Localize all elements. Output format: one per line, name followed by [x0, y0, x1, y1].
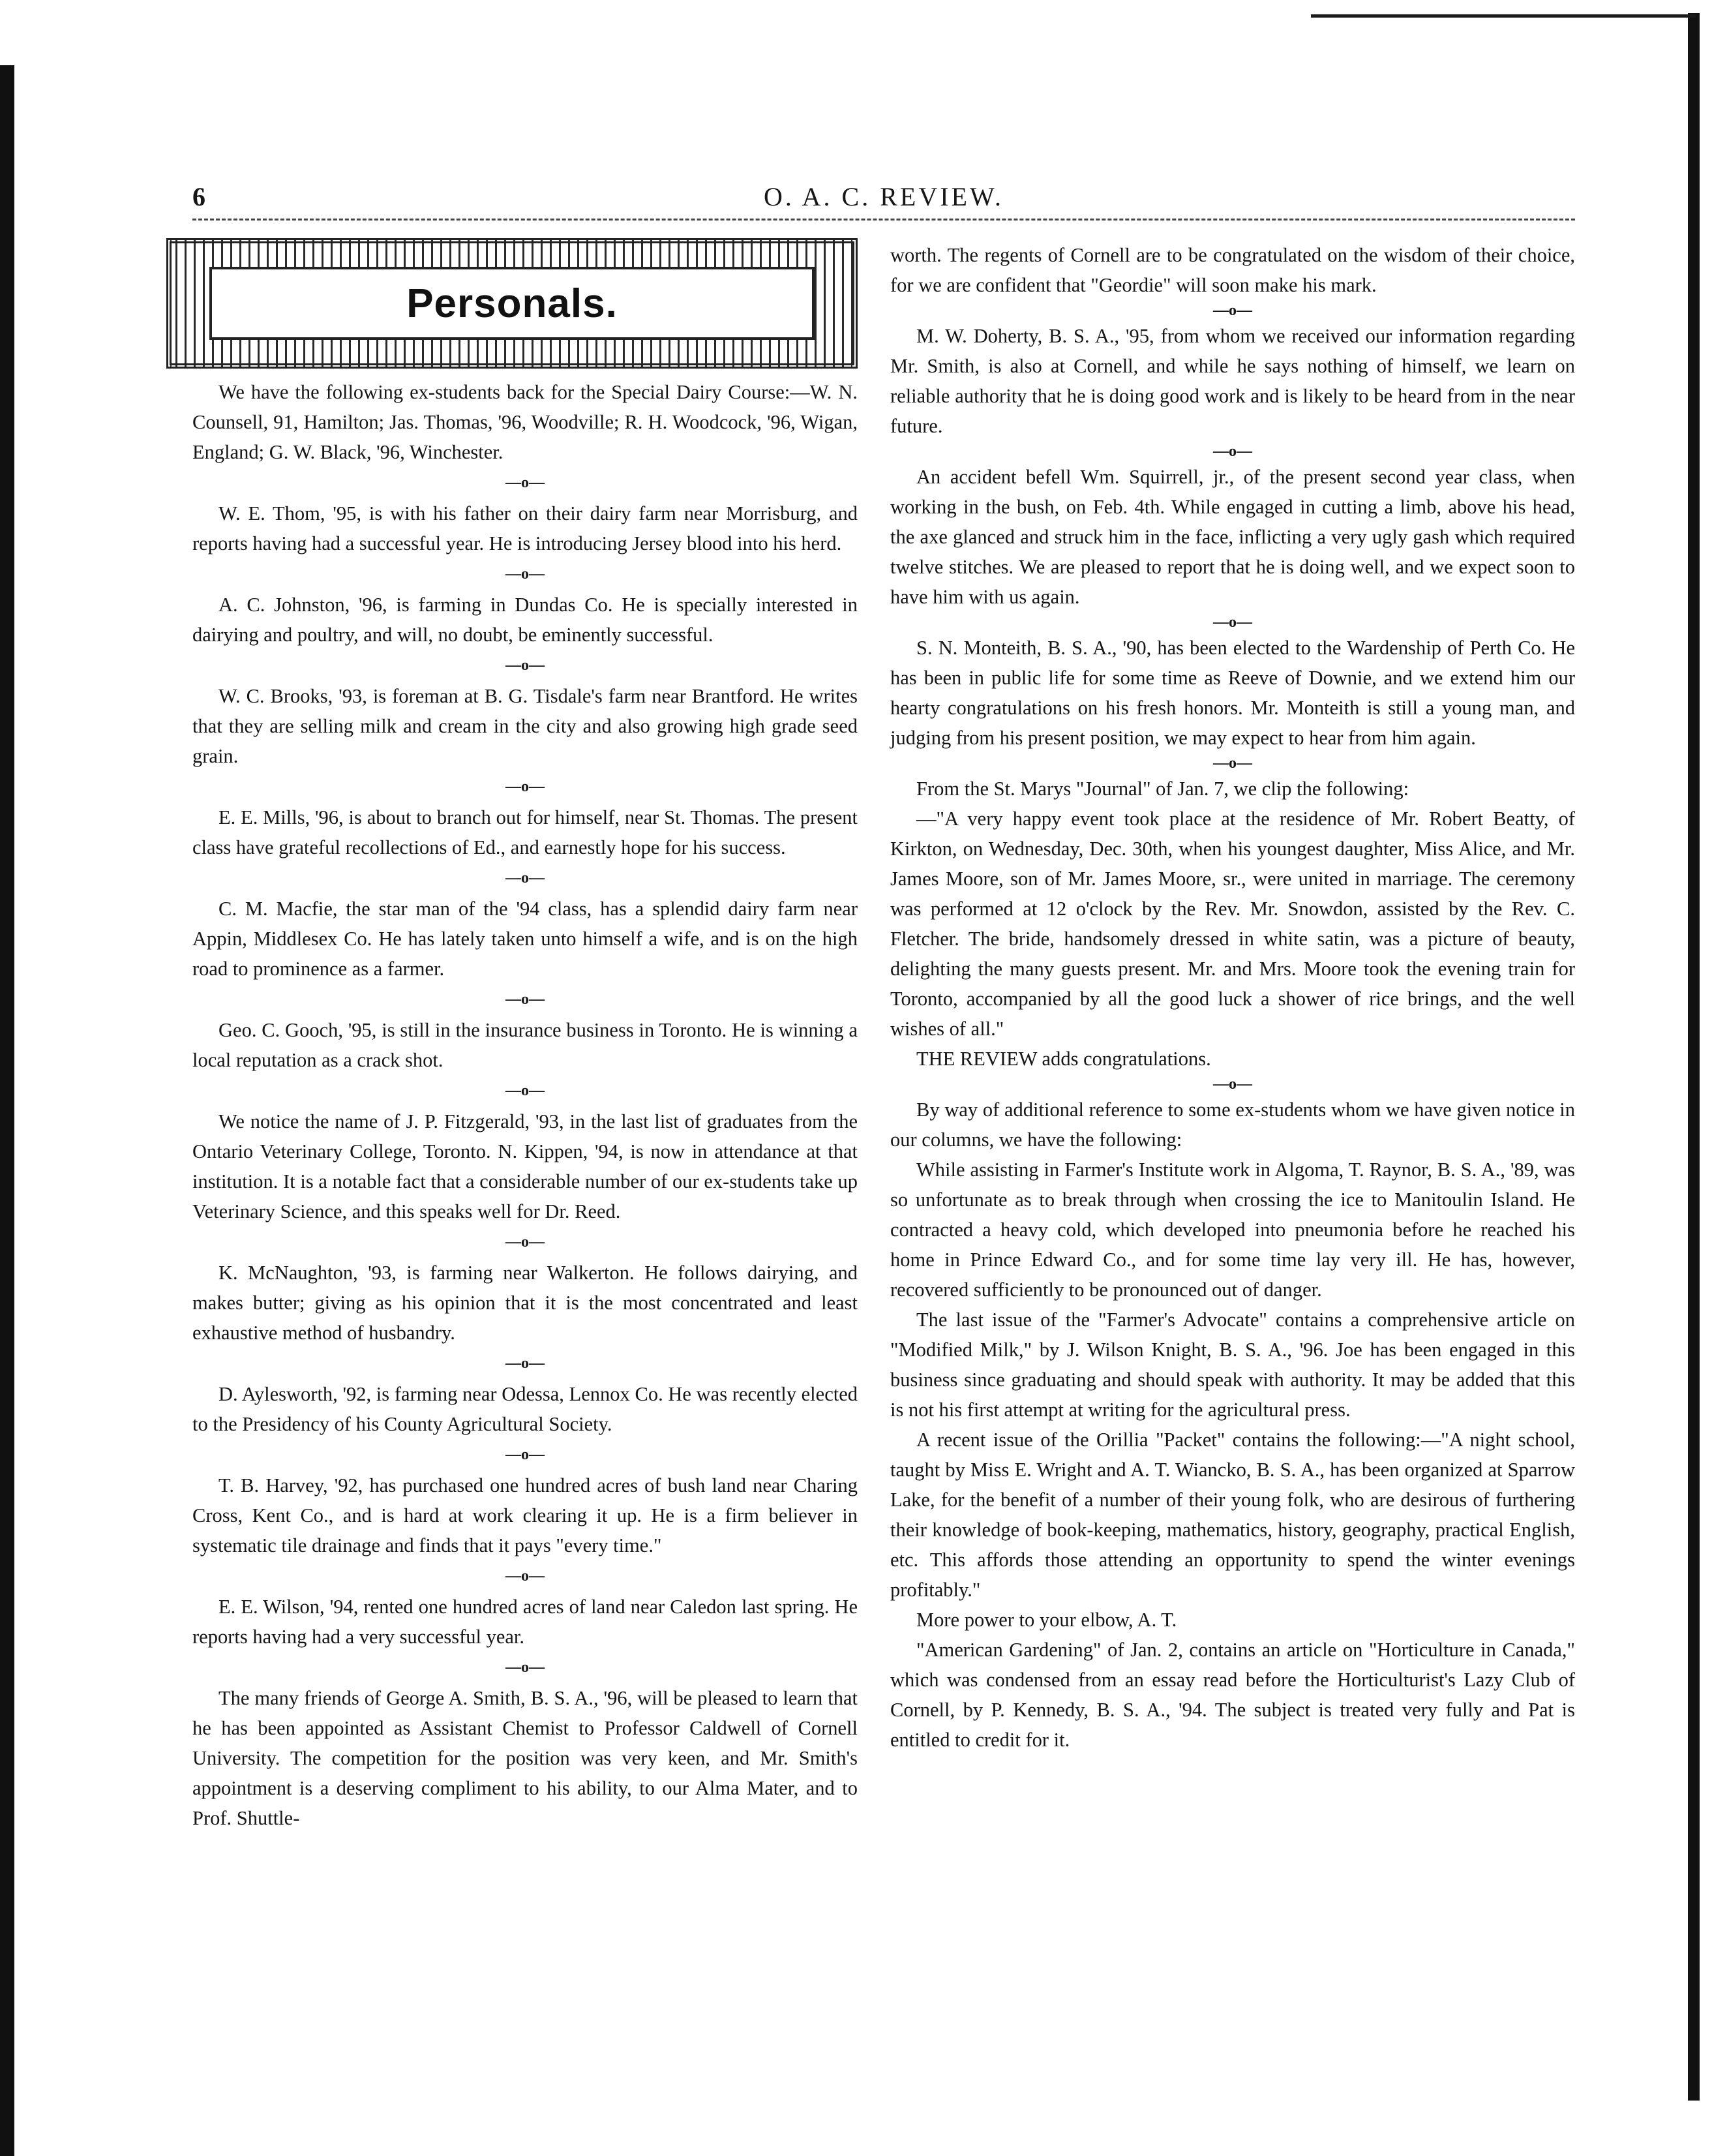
page-header — [192, 176, 1575, 222]
separator: —o— — [505, 1446, 545, 1463]
separator: —o— — [505, 657, 545, 674]
separator: —o— — [1213, 443, 1252, 460]
paragraph: M. W. Doherty, B. S. A., '95, from whom we received our information regarding Mr. Smith, is also at Cornell, and while he says nothing of himself, we learn on reliable authority that he is doing good work and is likely to be heard from in the near future. — [890, 325, 1575, 437]
scan-edge-right — [1688, 13, 1700, 2101]
paragraph: Geo. C. Gooch, '95, is still in the insurance business in Toronto. He is winning a local reputation as a crack shot. — [192, 1019, 858, 1071]
paragraph: By way of additional reference to some ex-students whom we have given notice in our columns, we have the following: — [890, 1099, 1575, 1151]
separator: —o— — [1213, 302, 1252, 319]
paragraph: A recent issue of the Orillia "Packet" contains the following:—"A night school, taught by Miss E. Wright and A. T. Wiancko, B. S. A., has been organized at Sparrow Lake, for the benefit of a number of their young folk, who are desirous of furthering their knowledge of book-keeping, mathematics, history, geography, practical English, etc. This affords those attending an opportunity to spend the winter evenings profitably." — [890, 1429, 1575, 1601]
paragraph: The many friends of George A. Smith, B. S. A., '96, will be pleased to learn that he has been appointed as Assistant Chemist to Professor Caldwell of Cornell University. The competition for the position was very keen, and Mr. Smith's appointment is a deserving compliment to his ability, to our Alma Mater, and to Prof. Shuttle- — [192, 1687, 858, 1829]
paragraph: W. C. Brooks, '93, is foreman at B. G. Tisdale's farm near Brantford. He writes that they are selling milk and cream in the city and also growing high grade seed grain. — [192, 685, 858, 767]
section-banner — [166, 238, 858, 369]
separator: —o— — [1213, 755, 1252, 772]
scan-edge-left — [0, 65, 14, 2156]
paragraph: While assisting in Farmer's Institute work in Algoma, T. Raynor, B. S. A., '89, was so unfortunate as to break through when crossing the ice to Manitoulin Island. He contracted a heavy cold, which developed into pneumonia before he reached his home in Prince Edward Co., and for some time lay very ill. He has, however, recovered sufficiently to be pronounced out of danger. — [890, 1159, 1575, 1301]
paragraph: A. C. Johnston, '96, is farming in Dundas Co. He is specially interested in dairying and poultry, and will, no doubt, be eminently successful. — [192, 594, 858, 646]
paragraph: E. E. Wilson, '94, rented one hundred acres of land near Caledon last spring. He reports having had a very successful year. — [192, 1596, 858, 1648]
paragraph: W. E. Thom, '95, is with his father on their dairy farm near Morrisburg, and reports having had a successful year. He is introducing Jersey blood into his herd. — [192, 502, 858, 554]
separator: —o— — [1213, 614, 1252, 631]
separator: —o— — [505, 1659, 545, 1676]
paragraph: From the St. Marys "Journal" of Jan. 7, we clip the following: — [916, 778, 1409, 800]
left-column — [192, 377, 858, 1833]
paragraph: E. E. Mills, '96, is about to branch out for himself, near St. Thomas. The present class have grateful recollections of Ed., and earnestly hope for his success. — [192, 806, 858, 858]
separator: —o— — [505, 1082, 545, 1099]
separator: —o— — [505, 1234, 545, 1251]
separator: —o— — [505, 1355, 545, 1372]
running-title: O. A. C. REVIEW. — [763, 182, 1004, 211]
separator: —o— — [505, 870, 545, 887]
separator: —o— — [505, 991, 545, 1008]
section-title: Personals. — [406, 281, 618, 326]
separator: —o— — [505, 1568, 545, 1585]
paragraph: More power to your elbow, A. T. — [916, 1609, 1177, 1631]
paragraph: "American Gardening" of Jan. 2, contains an article on "Horticulture in Canada," which was condensed from an essay read before the Horticulturist's Lazy Club of Cornell, by P. Kennedy, B. S. A., '94. The subject is treated very fully and Pat is entitled to credit for it. — [890, 1639, 1575, 1751]
paragraph: S. N. Monteith, B. S. A., '90, has been elected to the Wardenship of Perth Co. He has been in public life for some time as Reeve of Downie, and we extend him our hearty congratulations on his fresh honors. Mr. Monteith is still a young man, and judging from his present position, we may expect to hear from him again. — [890, 637, 1575, 749]
paragraph: We notice the name of J. P. Fitzgerald, '93, in the last list of graduates from the Ontario Veterinary College, Toronto. N. Kippen, '94, is now in attendance at that institution. It is a notable fact that a considerable number of our ex-students take up Veterinary Science, and this speaks well for Dr. Reed. — [192, 1110, 858, 1222]
paragraph: The last issue of the "Farmer's Advocate" contains a comprehensive article on "Modified Milk," by J. Wilson Knight, B. S. A., '96. Joe has been engaged in this business since graduating and should speak with authority. It may be added that this is not his first attempt at writing for the agricultural press. — [890, 1309, 1575, 1421]
paragraph: K. McNaughton, '93, is farming near Walkerton. He follows dairying, and makes butter; giving as his opinion that it is the most concentrated and least exhaustive method of husbandry. — [192, 1262, 858, 1344]
paragraph: worth. The regents of Cornell are to be congratulated on the wisdom of their choice, for we are confident that "Geordie" will soon make his mark. — [890, 244, 1575, 296]
paragraph: We have the following ex-students back for the Special Dairy Course:—W. N. Counsell, 91, Hamilton; Jas. Thomas, '96, Woodville; R. H. Woodcock, '96, Wigan, England; G. W. Black, '96, Winchester. — [192, 381, 858, 463]
separator: —o— — [1213, 1076, 1252, 1093]
quoted-paragraph: —"A very happy event took place at the residence of Mr. Robert Beatty, of Kirkton, on Wednesday, Dec. 30th, when his youngest daughter, Miss Alice, and Mr. James Moore, son of Mr. James Moore, sr., were united in marriage. The ceremony was performed at 12 o'clock by the Rev. Mr. Snowdon, assisted by the Rev. C. Fletcher. The bride, handsomely dressed in white satin, was a picture of beauty, delighting the many guests present. Mr. and Mrs. Moore took the evening train for Toronto, accompanied by all the good luck a shower of rice brings, and the well wishes of all." — [890, 808, 1575, 1040]
page-number: 6 — [192, 182, 205, 211]
paragraph: D. Aylesworth, '92, is farming near Odessa, Lennox Co. He was recently elected to the Presidency of his County Agricultural Society. — [192, 1383, 858, 1435]
separator: —o— — [505, 566, 545, 583]
banner-frame — [209, 267, 815, 340]
separator: —o— — [505, 474, 545, 491]
scan-edge-top — [1311, 14, 1696, 18]
paragraph: THE REVIEW adds congratulations. — [916, 1048, 1211, 1070]
header-rule — [192, 219, 1575, 222]
paragraph: An accident befell Wm. Squirrell, jr., of the present second year class, when working in the bush, on Feb. 4th. While engaged in cutting a limb, above his head, the axe glanced and struck him in the face, inflicting a very ugly gash which required twelve stitches. We are pleased to report that he is doing well, and we expect soon to have him with us again. — [890, 466, 1575, 608]
right-column — [890, 240, 1575, 1755]
paragraph: C. M. Macfie, the star man of the '94 class, has a splendid dairy farm near Appin, Middlesex Co. He has lately taken unto himself a wife, and is on the high road to prominence as a farmer. — [192, 898, 858, 980]
paragraph: T. B. Harvey, '92, has purchased one hundred acres of bush land near Charing Cross, Kent Co., and is hard at work clearing it up. He is a firm believer in systematic tile drainage and finds that it pays "every time." — [192, 1474, 858, 1556]
separator: —o— — [505, 778, 545, 795]
